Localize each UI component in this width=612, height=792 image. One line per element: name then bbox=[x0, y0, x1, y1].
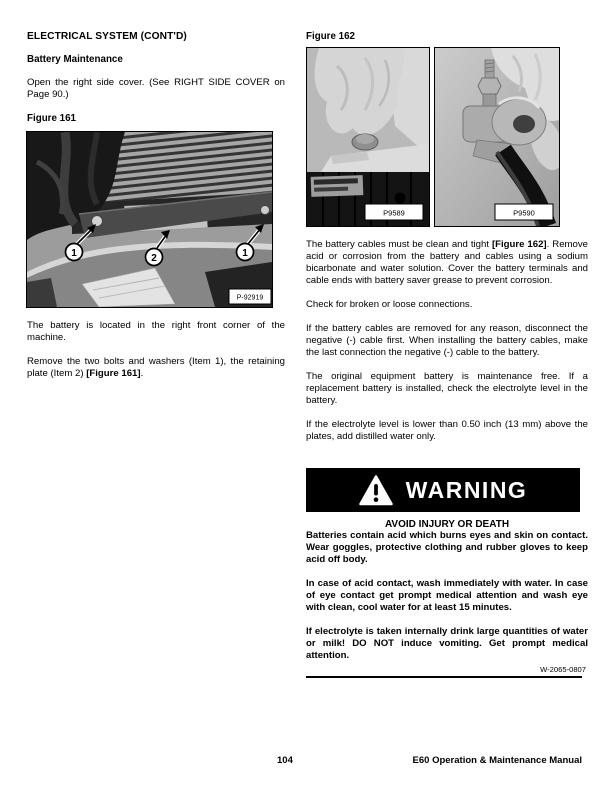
para-remove-bolts bbox=[27, 356, 285, 380]
photo-id-label bbox=[365, 204, 423, 220]
figure-162-photo-left bbox=[306, 47, 430, 227]
page-number: 104 bbox=[277, 755, 293, 766]
figure-161-reference: [Figure 161] bbox=[86, 368, 141, 379]
para-check-connections: Check for broken or loose connections. bbox=[306, 299, 473, 310]
battery-location-photo bbox=[27, 132, 272, 307]
manual-title: E60 Operation & Maintenance Manual bbox=[412, 755, 582, 766]
para-battery-cables bbox=[306, 239, 588, 287]
warning-bottom-rule bbox=[306, 676, 582, 678]
right-column bbox=[306, 31, 588, 678]
figure-161-photo bbox=[26, 131, 273, 308]
para-battery-cables-rest: . Remove acid or corrosion from the battery and cables using a sodium bicarbonate and water solution. Cover the battery terminals and cable ends with battery saver grease to prevent corrosion. bbox=[306, 239, 588, 286]
battery-cable-clamp-photo bbox=[435, 48, 559, 226]
para-battery-cables-text: The battery cables must be clean and tight bbox=[306, 239, 492, 250]
photo-id-label bbox=[495, 204, 553, 220]
para-open-cover: Open the right side cover. (See RIGHT SIDE COVER on Page 90.) bbox=[27, 77, 285, 100]
para-remove-bolts-period: . bbox=[140, 368, 144, 379]
figure-162-photo-right bbox=[434, 47, 560, 227]
warning-para-contact: In case of acid contact, wash immediately with water. In case of eye contact get prompt medical attention and wash eye with clean, cool water for at least 15 minutes. bbox=[306, 578, 588, 613]
page-footer bbox=[0, 755, 612, 769]
warning-para-acid: Batteries contain acid which burns eyes and skin on contact. Wear goggles, protective clothing and rubber gloves to keep acid off body. bbox=[306, 530, 588, 565]
photo-id-label bbox=[229, 289, 271, 304]
warning-triangle-icon bbox=[359, 475, 393, 506]
warning-banner bbox=[306, 468, 580, 512]
para-cable-removal: If the battery cables are removed for any reason, disconnect the negative (-) cable first. When installing the battery cables, make the last connection the negative (-) cable to the battery. bbox=[306, 323, 588, 358]
svg-text:2: 2 bbox=[151, 252, 157, 264]
svg-text:P9590: P9590 bbox=[513, 208, 535, 218]
svg-text:P9589: P9589 bbox=[383, 208, 405, 218]
figure-161-caption: Figure 161 bbox=[27, 113, 77, 124]
callout-1-right-marker bbox=[237, 244, 254, 261]
para-remove-bolts-text: Remove the two bolts and washers (Item 1), the retaining plate (Item 2) bbox=[27, 356, 285, 379]
svg-text:1: 1 bbox=[242, 247, 248, 259]
para-electrolyte-level: If the electrolyte level is lower than 0.50 inch (13 mm) above the plates, add distilled water only. bbox=[306, 419, 588, 442]
warning-title: AVOID INJURY OR DEATH bbox=[384, 519, 510, 530]
warning-banner-text: WARNING bbox=[405, 476, 528, 503]
callout-1-left-marker bbox=[66, 244, 83, 261]
left-column bbox=[27, 31, 285, 380]
callout-2-marker bbox=[146, 249, 163, 266]
para-maintenance-free: The original equipment battery is maintenance free. If a replacement battery is installed, check the electrolyte level in the battery. bbox=[306, 371, 588, 406]
svg-text:P-92919: P-92919 bbox=[236, 294, 264, 302]
para-battery-location: The battery is located in the right front corner of the machine. bbox=[27, 320, 285, 343]
warning-para-internal: If electrolyte is taken internally drink large quantities of water or milk! DO NOT induce vomiting. Get prompt medical attention. bbox=[306, 626, 588, 661]
figure-162-reference: [Figure 162] bbox=[491, 239, 547, 250]
section-heading: ELECTRICAL SYSTEM (CONT'D) bbox=[27, 31, 187, 42]
subsection-heading: Battery Maintenance bbox=[27, 54, 123, 65]
figure-162-photos bbox=[306, 47, 588, 227]
svg-text:1: 1 bbox=[71, 247, 77, 259]
battery-terminal-cleaning-photo bbox=[307, 48, 429, 226]
warning-code: W-2065-0807 bbox=[540, 665, 586, 674]
figure-162-caption: Figure 162 bbox=[306, 31, 356, 42]
